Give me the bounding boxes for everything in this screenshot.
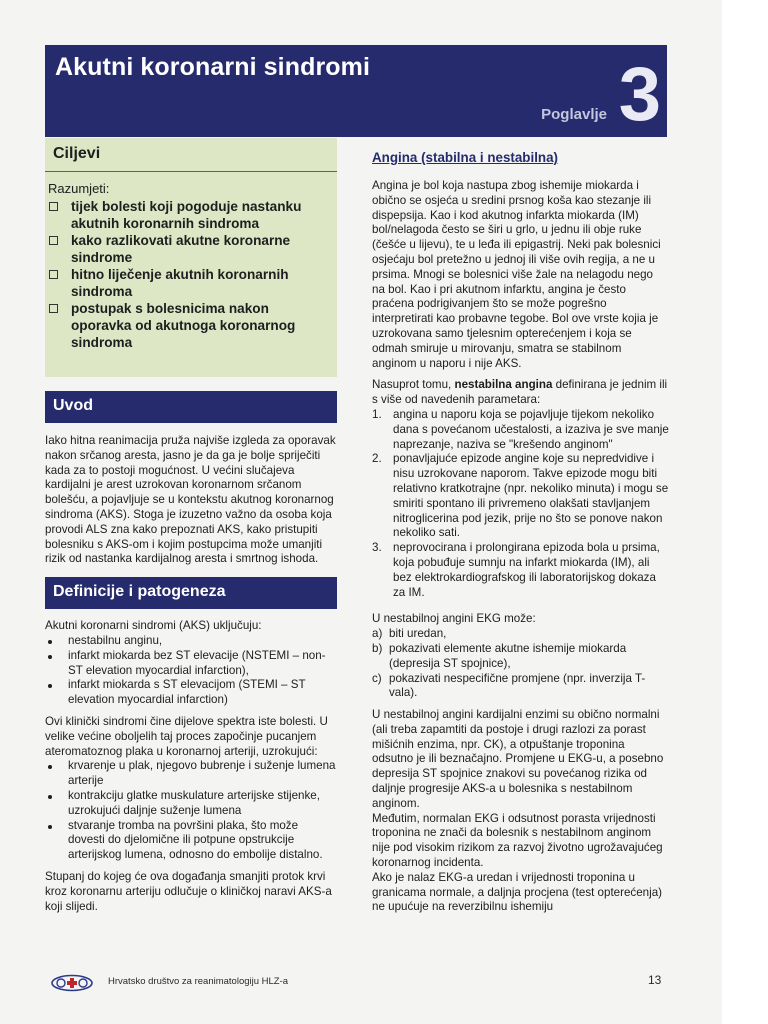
list-item: infarkt miokarda bez ST elevacije (NSTEMI – non-ST elevation myocardial infarction), bbox=[45, 649, 337, 679]
angina-paragraph: Angina je bol koja nastupa zbog ishemije miokarda i obično se osjeća u sredini prsnog koša kao stezanje ili dispepsija. Kao i kod akutnog infarkta miokarda (IM) bol/nelagoda često se širi u grlo, u jednu ili obje ruke (češće u lijevu), te u leđa ili epigastrij. Neki pak bolesnici osjećaju bol pretežno u jednoj ili više ovih regija, a ne u prsima. Mnogi se bolesnici više žale na nelagodu nego na bol. Kao i pri akutnom infarktu, angina je često praćena podrigivanjem što se može pogrešno interpretirati kao probavne tegobe. Bol ove vrste kojia je uzrokovana samo tjelesnim opterećenjem i koja se odmah smiruje u mirovanju, smatra se stabilnom anginom u naporu i nije AKS. bbox=[372, 179, 661, 370]
list-item: infarkt miokarda s ST elevacijom (STEMI – ST elevation myocardial infarction) bbox=[45, 678, 337, 708]
goals-lead: Razumjeti: bbox=[48, 181, 110, 196]
left-column bbox=[45, 138, 337, 914]
bullet-icon bbox=[48, 795, 52, 799]
checkbox-icon bbox=[49, 270, 58, 279]
bullet-icon bbox=[48, 684, 52, 688]
list-item: 1. angina u naporu koja se pojavljuje tijekom nekoliko dana s povećanom učestalosti, a izaziva je sve manje naprezanje, naziva se "krešendo anginom" bbox=[372, 407, 669, 451]
normal-ekg-paragraph: Ako je nalaz EKG-a uredan i vrijednosti troponina u granicama normale, a daljnja procjena (test opterećenja) ne upućuje na reverzibilnu ishemiju bbox=[372, 870, 663, 914]
checkbox-icon bbox=[49, 236, 58, 245]
list-item: kontrakciju glatke muskulature arterijske stijenke, uzrokujući daljnje suženje lumena bbox=[45, 789, 337, 819]
bullet-icon bbox=[48, 640, 52, 644]
chapter-header bbox=[45, 45, 667, 137]
goals-heading: Ciljevi bbox=[53, 145, 101, 162]
ekg-list bbox=[372, 627, 669, 701]
bullet-icon bbox=[48, 655, 52, 659]
intro-section-header bbox=[45, 391, 337, 423]
society-logo bbox=[50, 974, 94, 992]
goal-item: kako razlikovati akutne koronarne sindrome bbox=[48, 232, 333, 266]
bullet-icon bbox=[48, 825, 52, 829]
enzymes-paragraph: U nestabilnoj angini kardijalni enzimi su obično normalni (ali treba zapamtiti da postoje i drugi razlozi za porast mišićnih enzima, npr. CK), a otpuštanje troponina odsutno je ili beznačajno. Promjene u EKG-u, a posebno depresija ST spojnice znakovi su povećanog rizika od daljnje progresije AKS-a u bolesnika s nestabilnom anginom. bbox=[372, 708, 664, 810]
intro-heading: Uvod bbox=[53, 397, 93, 414]
goal-item: postupak s bolesnicima nakon oporavka od akutnoga koronarnog sindroma bbox=[48, 300, 333, 351]
list-item: krvarenje u plak, njegovo bubrenje i suženje lumena arterije bbox=[45, 759, 337, 789]
goals-box bbox=[45, 138, 337, 377]
chapter-label: Poglavlje bbox=[541, 106, 607, 123]
page-edge bbox=[722, 0, 768, 1024]
goals-header bbox=[45, 138, 337, 172]
angina-heading: Angina (stabilna i nestabilna) bbox=[372, 150, 559, 165]
page-number: 13 bbox=[648, 973, 662, 987]
definitions-section-header bbox=[45, 577, 337, 609]
list-item: b) pokazivati elemente akutne ishemije miokarda (depresija ST spojnice), bbox=[372, 641, 627, 670]
unstable-angina-term: nestabilna angina bbox=[454, 378, 553, 392]
list-item: a) biti uredan, bbox=[372, 627, 447, 641]
right-column bbox=[372, 150, 669, 915]
definitions-lead: Akutni koronarni sindromi (AKS) uključuju: bbox=[45, 619, 262, 633]
definitions-heading: Definicije i patogeneza bbox=[53, 583, 226, 601]
syndromes-list bbox=[45, 634, 337, 708]
checkbox-icon bbox=[49, 202, 58, 211]
unstable-criteria-list bbox=[372, 408, 669, 600]
list-item: nestabilnu anginu, bbox=[45, 634, 337, 649]
goal-item: hitno liječenje akutnih koronarnih sindroma bbox=[48, 266, 333, 300]
risk-paragraph: Međutim, normalan EKG i odsutnost porasta vrijednosti troponina ne znači da bolesnik s nestabilnom anginom nije pod visokim rizikom za razvoj životno ugrožavajućeg koronarnog incidenta. bbox=[372, 811, 663, 870]
flow-paragraph: Stupanj do kojeg će ova događanja smanjiti protok krvi kroz koronarnu arteriju odlučuje o kliničkoj naravi AKS-a koji slijedi. bbox=[45, 869, 332, 913]
list-item: 2. ponavljajuće epizode angine koje su nepredvidive i nisu uzrokovane naporom. Takve epizode mogu biti relativno kratkotrajne (npr. nekoliko minuta) i mogu se smiriti spontano ili privremeno olakšati stavljanjem nitroglicerina pod jezik, prije no što se ponove nakon nekoliko sati. bbox=[372, 452, 669, 540]
goals-list bbox=[48, 198, 333, 351]
checkbox-icon bbox=[49, 304, 58, 313]
bullet-icon bbox=[48, 765, 52, 769]
chapter-number: 3 bbox=[618, 52, 661, 137]
list-item: c) pokazivati nespecifične promjene (npr. inverzija T-vala). bbox=[372, 671, 646, 700]
pathogenesis-list bbox=[45, 759, 337, 863]
intro-paragraph: Iako hitna reanimacija pruža najviše izgleda za oporavak nakon srčanog aresta, jasno je da ga je bolje spriječiti kada za to postoji mogućnost. U većini slučajeva kardijalni je arest uzrokovan koronarnom srčanom bolešću, a pojavljuje se u kontekstu akutnog koronarnog sindroma (AKS). Stoga je izuzetno važno da osoba koja provodi ALS zna kako prepoznati AKS, kako pristupiti bolesniku s AKS-om i kojim postupcima može umanjiti rizik od nastanka kardijalnog aresta i smrtnog ishoda. bbox=[45, 434, 336, 566]
list-item: stvaranje tromba na površini plaka, što može dovesti do djelomične ili potpune opstrukcije arterijskog lumena, odnosno do embolije distalno. bbox=[45, 819, 337, 863]
unstable-angina-paragraph: Nasuprot tomu, nestabilna angina definirana je jednim ili s više od navedenih parametara: bbox=[372, 378, 668, 407]
ekg-lead: U nestabilnoj angini EKG može: bbox=[372, 612, 536, 626]
footer-text: Hrvatsko društvo za reanimatologiju HLZ-a bbox=[108, 976, 289, 987]
list-item: 3. neprovocirana i prolongirana epizoda bola u prsima, koja pobuđuje sumnju na infarkt miokarda (IM), ali bez elektrokardiografskog ili laboratorijskog dokaza za IM. bbox=[372, 541, 660, 599]
pathogenesis-paragraph: Ovi klinički sindromi čine dijelove spektra iste bolesti. U velike većine oboljelih taj proces započinje pucanjem ateromatoznog plaka u koronarnoj arteriji, uzrokujući: bbox=[45, 714, 328, 758]
chapter-title: Akutni koronarni sindromi bbox=[55, 53, 371, 81]
goal-item: tijek bolesti koji pogoduje nastanku akutnih koronarnih sindroma bbox=[48, 198, 333, 232]
